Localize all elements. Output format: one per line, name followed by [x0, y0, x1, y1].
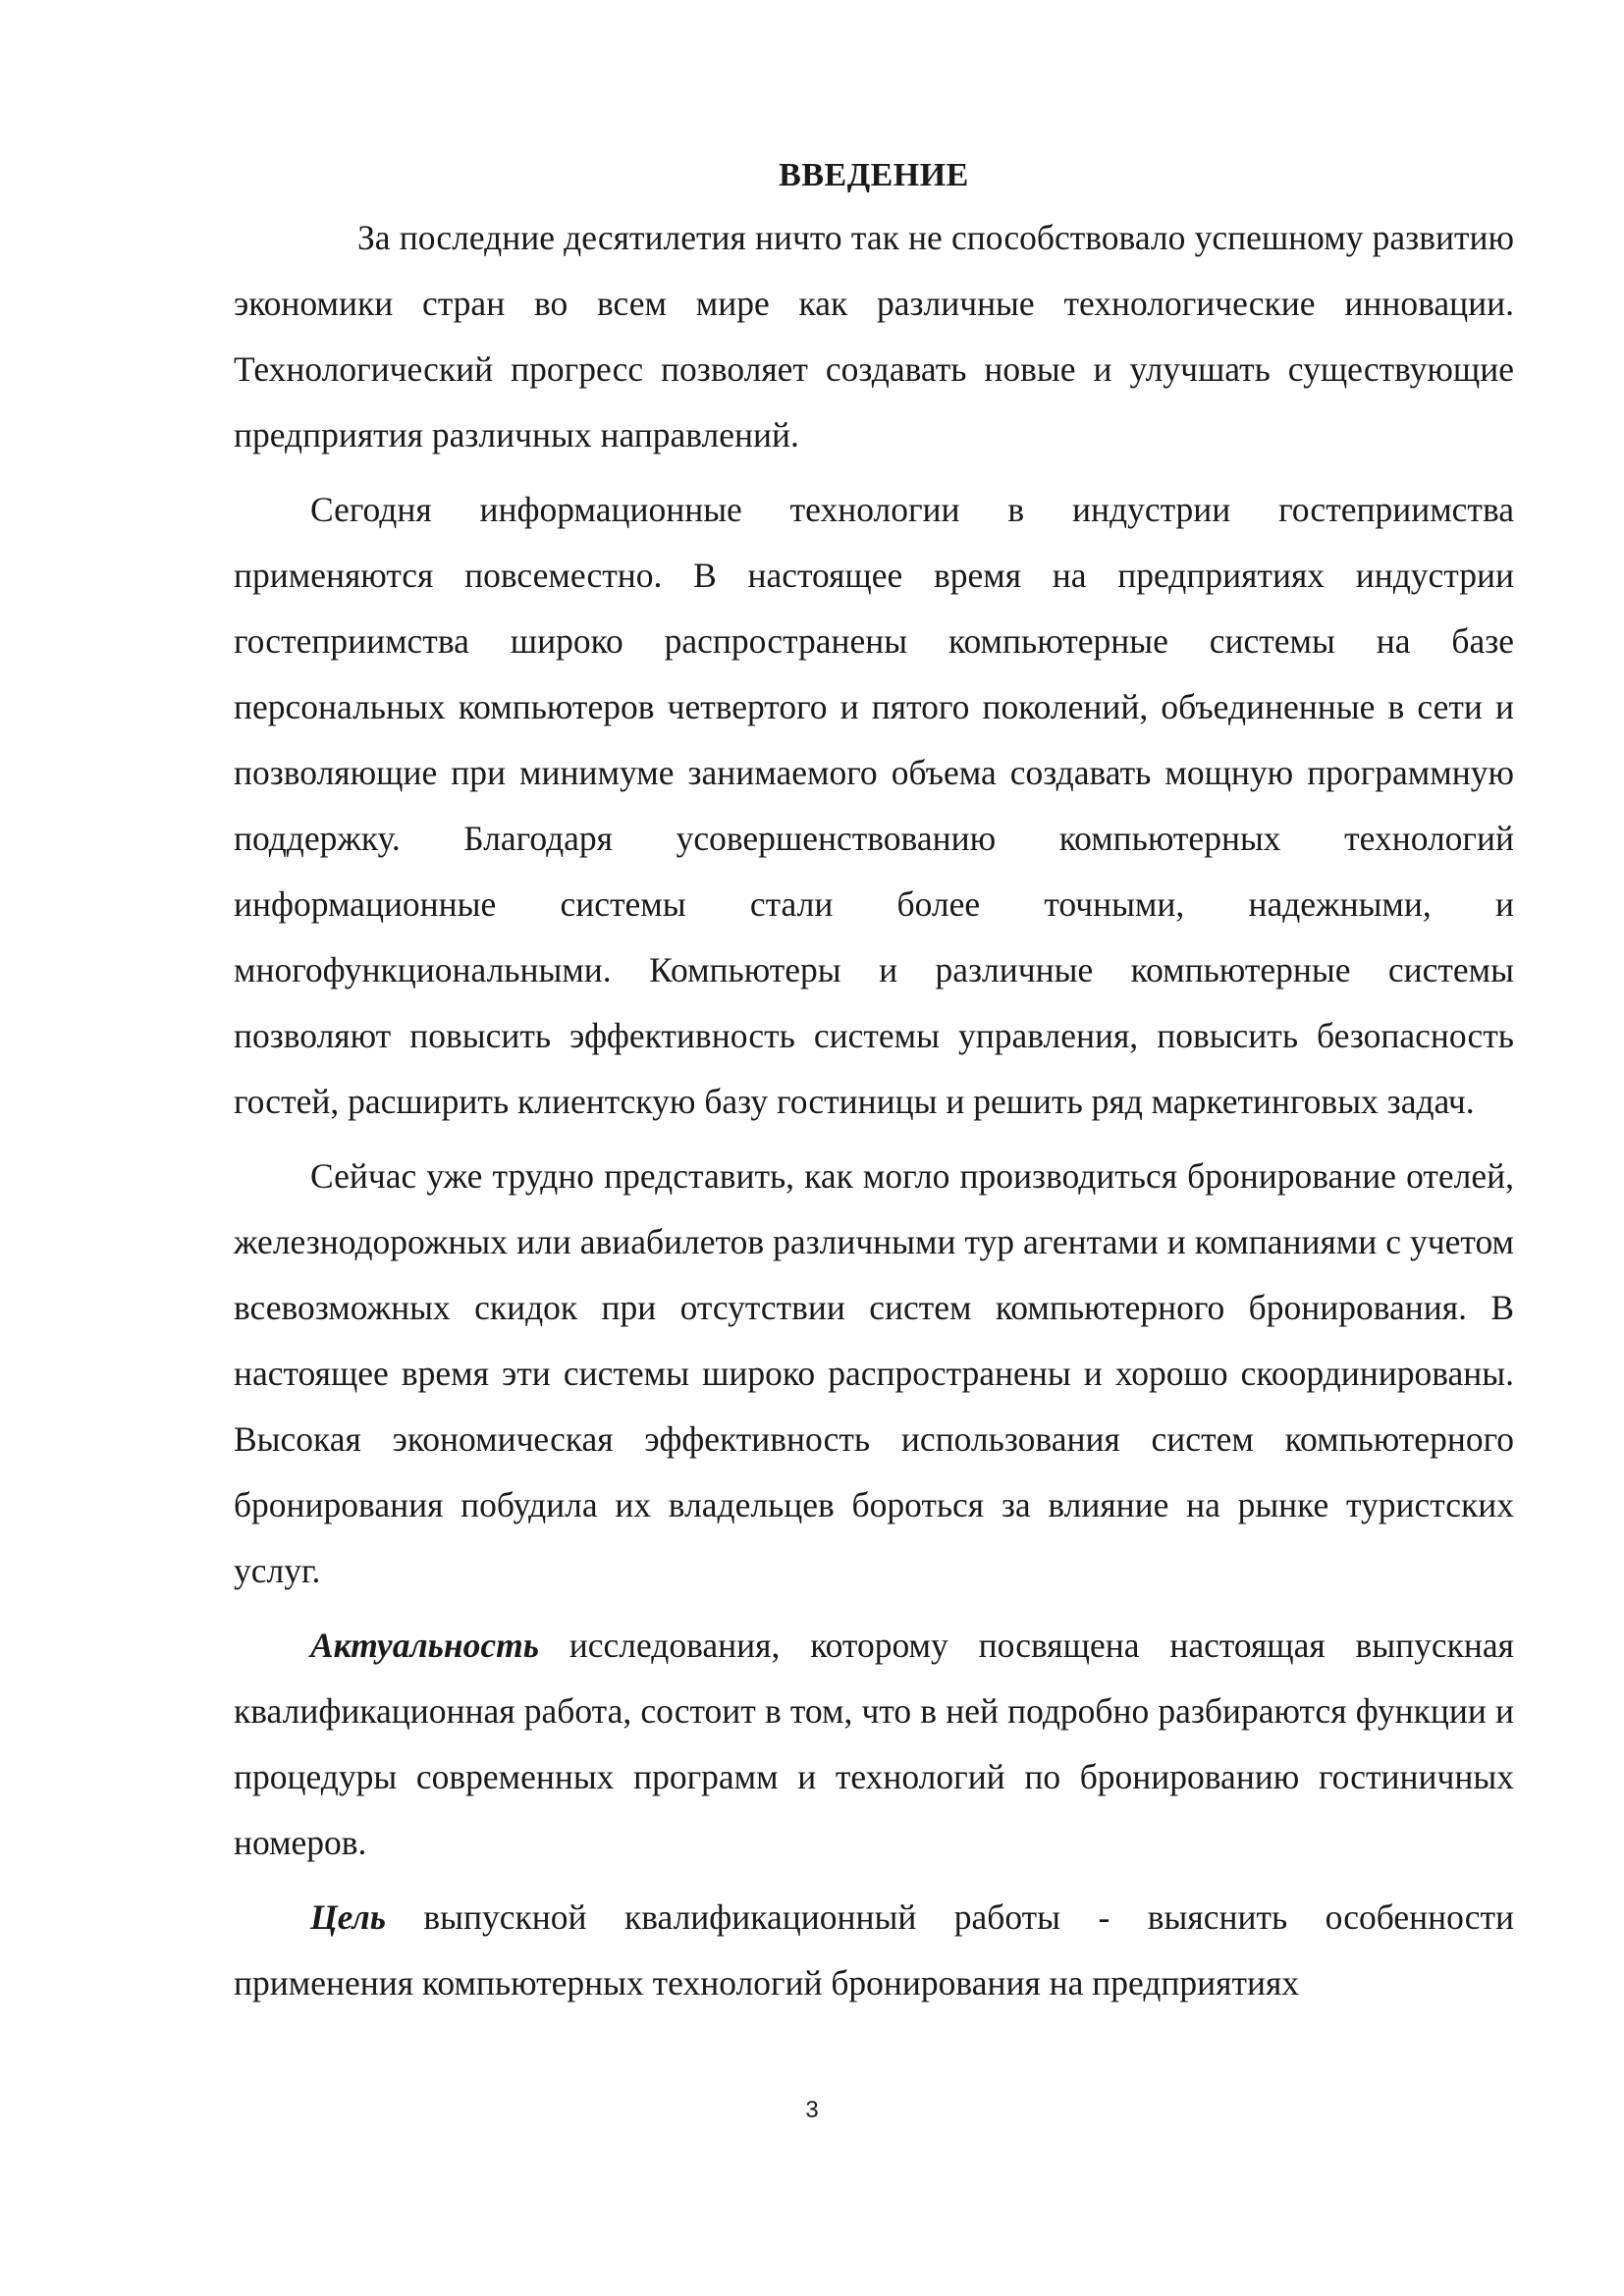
paragraph-it-hospitality: Сегодня информационные технологии в индустрии гостеприимства применяются повсеместно. В настоящее время на предприятиях индустрии гостеприимства широко распространены компьютерные системы на базе персональных компьютеров четвертого и пятого поколений, объединенные в сети и позволяющие при минимуме занимаемого объема создавать мощную программную поддержку. Благодаря усовершенствованию компьютерных технологий информационные системы стали более точными, надежными, и многофункциональными. Компьютеры и различные компьютерные системы позволяют повысить эффективность системы управления, повысить безопасность гостей, расширить клиентскую базу гостиницы и решить ряд маркетинговых задач.	[234, 490, 1514, 1121]
section-title: ВВЕДЕНИЕ	[779, 157, 969, 193]
relevance-term: Актуальность	[310, 1626, 539, 1665]
relevance-text: исследования, которому посвящена настоящая выпускная квалификационная работа, состоит в том, что в ней подробно разбираются функции и процедуры современных программ и технологий по бронированию гостиничных номеров.	[234, 1626, 1514, 1862]
paragraph-goal	[234, 1885, 1514, 2016]
document-body	[234, 152, 1514, 2016]
paragraph-intro: За последние десятилетия ничто так не способствовало успешному развитию экономики стран во всем мире как различные технологические инновации. Технологический прогресс позволяет создавать новые и улучшать существующие предприятия различных направлений.	[234, 218, 1514, 454]
paragraph-booking-systems: Сейчас уже трудно представить, как могло производиться бронирование отелей, железнодорожных или авиабилетов различными тур агентами и компаниями с учетом всевозможных скидок при отсутствии систем компьютерного бронирования. В настоящее время эти системы широко распространены и хорошо скоординированы. Высокая экономическая эффективность использования систем компьютерного бронирования побудила их владельцев бороться за влияние на рынке туристских услуг.	[234, 1156, 1514, 1590]
page-number: 3	[805, 2097, 819, 2123]
goal-term: Цель	[310, 1897, 386, 1937]
goal-text: выпускной квалификационный работы - выяснить особенности применения компьютерных технологий бронирования на предприятиях	[234, 1897, 1514, 2002]
paragraph-relevance	[234, 1613, 1514, 1876]
